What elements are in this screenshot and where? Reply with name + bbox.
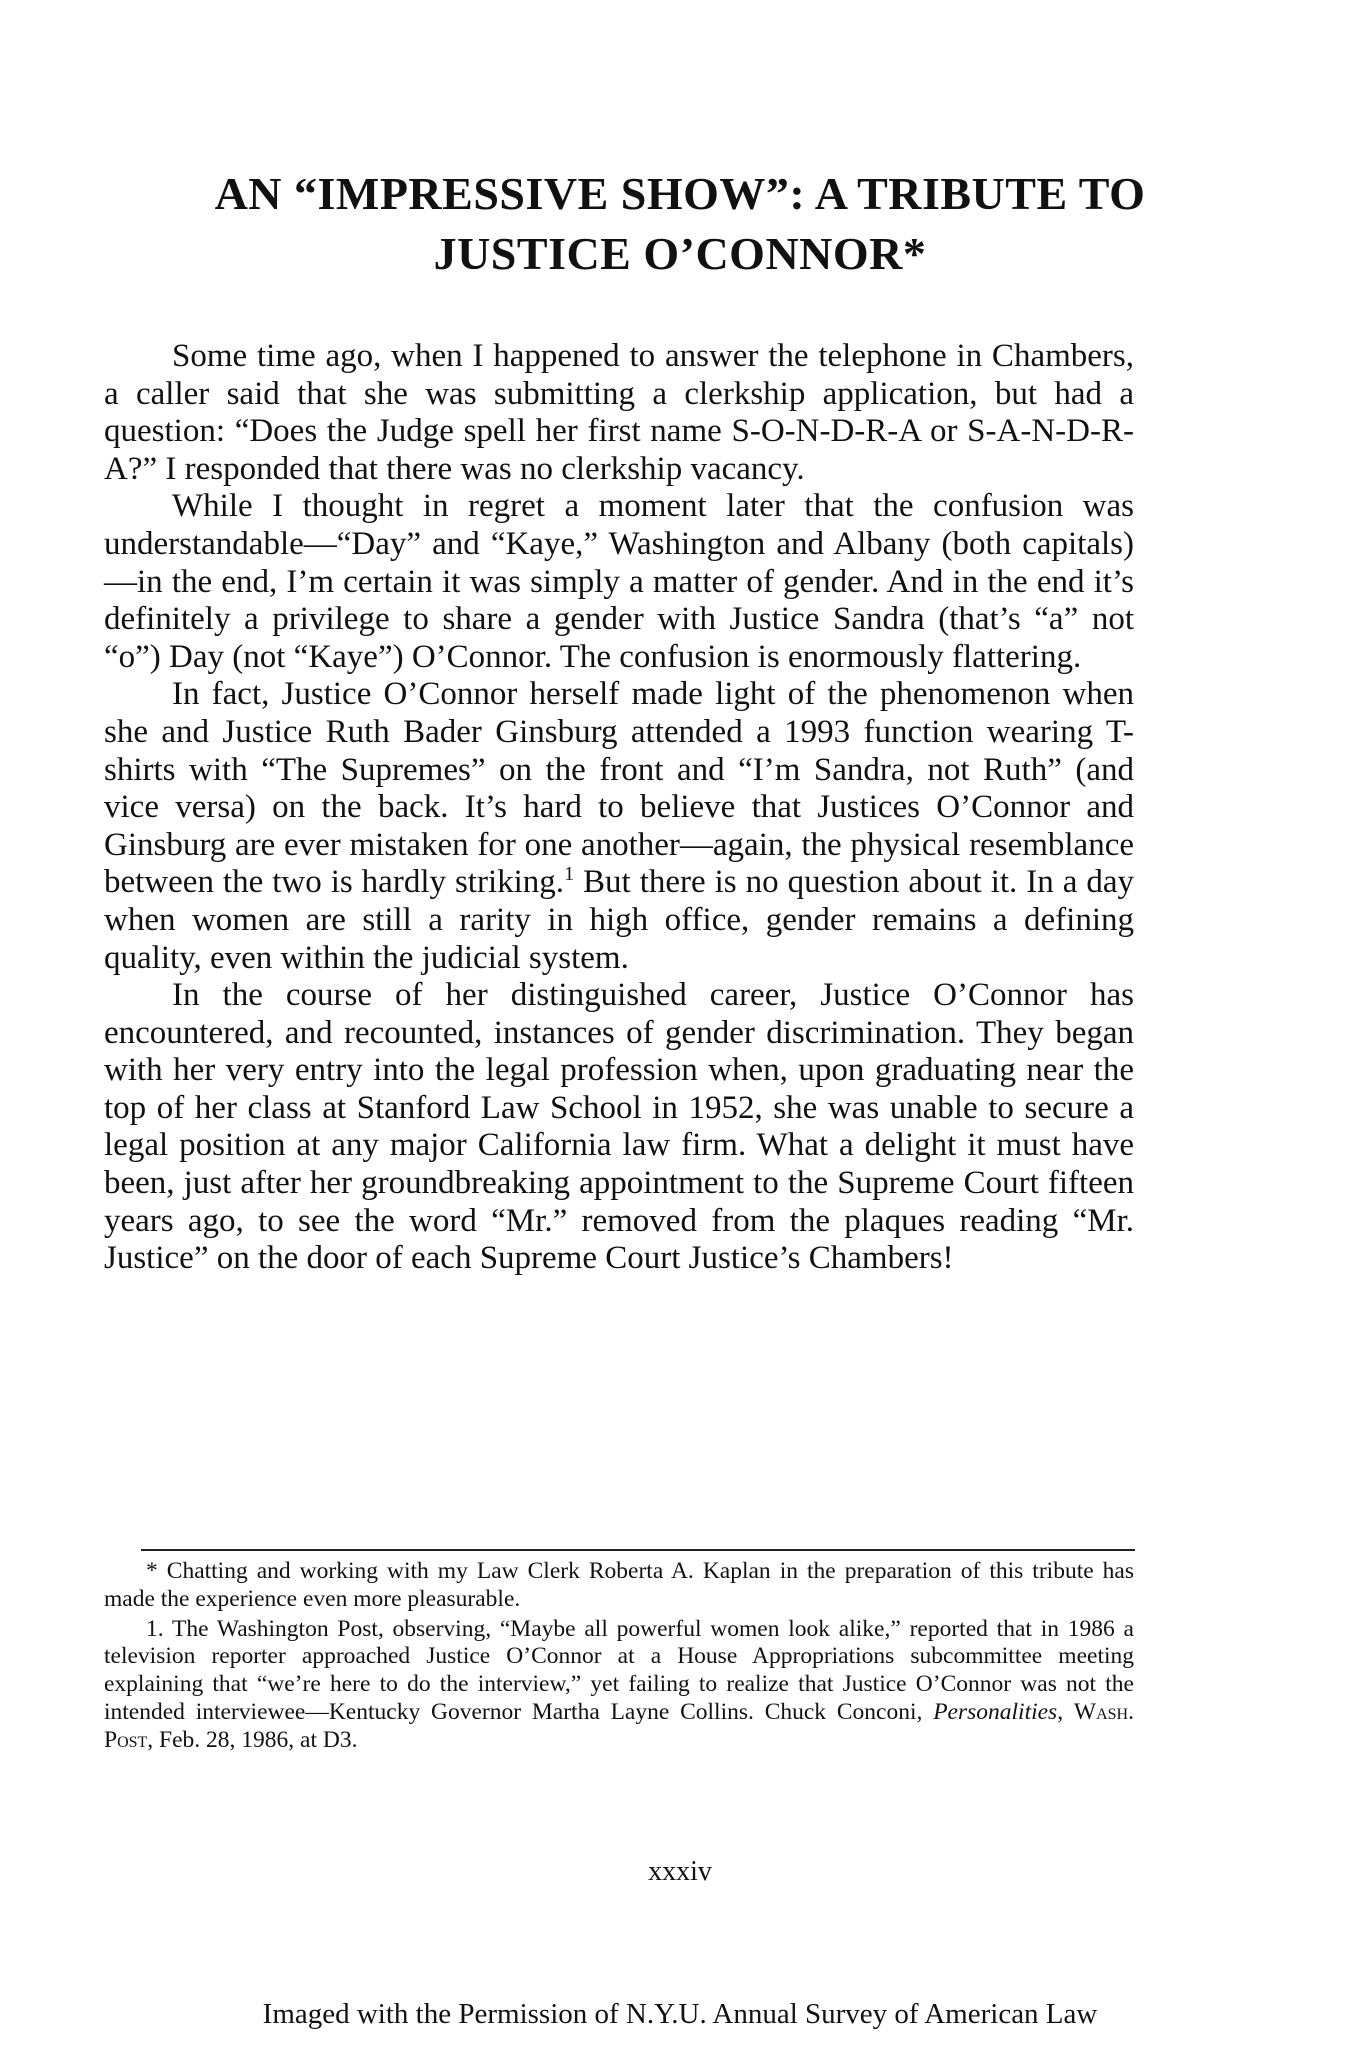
footnotes xyxy=(104,1558,1134,1755)
paragraph-3-text: In fact, Justice O’Connor herself made light of the phenomenon when she and Justice Ruth Bader Ginsburg attended a 1993 function wearing T-shirts with “The Supremes” on the front and “I’m Sandra, not Ruth” (and vice versa) on the back. It’s hard to believe that Justices O’Connor and Ginsburg are ever mistaken for one another—again, the physical resemblance between the two is hardly striking. xyxy=(104,676,1134,901)
article-title xyxy=(100,164,1260,284)
permission-notice: Imaged with the Permission of N.Y.U. Annual Survey of American Law xyxy=(262,1998,1098,2030)
footnote-1-journal: Wash. Post xyxy=(104,1698,1134,1753)
footnote-reference-1[interactable]: 1 xyxy=(564,863,575,886)
body-paragraph-1: Some time ago, when I happened to answer the telephone in Chambers, a caller said that she was submitting a clerkship application, but had a question: “Does the Judge spell her first name S-O-N-D-R-A or S-A-N-D-R-A?” I responded that there was no clerkship vacancy. xyxy=(104,338,1134,487)
body-paragraph-3 xyxy=(104,676,1134,977)
title-line-1: AN “IMPRESSIVE SHOW”: A TRIBUTE TO xyxy=(214,168,1146,219)
footnote-divider xyxy=(141,1549,1135,1551)
paragraph-3-text-continued: But there is no question about it. In a day when women are still a rarity in high office, gender remains a defining quality, even within the judicial system. xyxy=(104,864,1134,976)
body-paragraph-2: While I thought in regret a moment later that the confusion was understandable—“Day” and “Kaye,” Washington and Albany (both capitals)—in the end, I’m certain it was simply a matter of gender. And in the end it’s definitely a privilege to share a gender with Justice Sandra (that’s “a” not “o”) Day (not “Kaye”) O’Connor. The confusion is enormously flattering. xyxy=(104,488,1134,675)
title-line-2: JUSTICE O’CONNOR* xyxy=(433,228,927,279)
article-body xyxy=(104,338,1134,1278)
footnote-1-text: 1. The Washington Post, observing, “Maybe all powerful women look alike,” reported that in 1986 a television reporter approached Justice O’Connor at a House Appropriations subcommittee meeting explaining that “we’re here to do the interview,” yet failing to realize that Justice O’Connor was not the intended interviewee—Kentucky Governor Martha Layne Collins. Chuck Conconi, xyxy=(104,1615,1134,1725)
footnote-1-article-title: Personalities xyxy=(933,1698,1058,1725)
footnote-1-citation-end: , Feb. 28, 1986, at D3. xyxy=(147,1726,358,1753)
footnote-1 xyxy=(104,1616,1134,1755)
footnote-1-separator: , xyxy=(1057,1698,1074,1725)
footnote-star: * Chatting and working with my Law Clerk Roberta A. Kaplan in the preparation of this tribute has made the experience even more pleasurable. xyxy=(104,1558,1134,1612)
body-paragraph-4: In the course of her distinguished career, Justice O’Connor has encountered, and recounted, instances of gender discrimination. They began with her very entry into the legal profession when, upon graduating near the top of her class at Stanford Law School in 1952, she was unable to secure a legal position at any major California law firm. What a delight it must have been, just after her groundbreaking appointment to the Supreme Court fifteen years ago, to see the word “Mr.” removed from the plaques reading “Mr. Justice” on the door of each Supreme Court Justice’s Chambers! xyxy=(104,977,1134,1277)
page-number: xxxiv xyxy=(648,1856,712,1887)
